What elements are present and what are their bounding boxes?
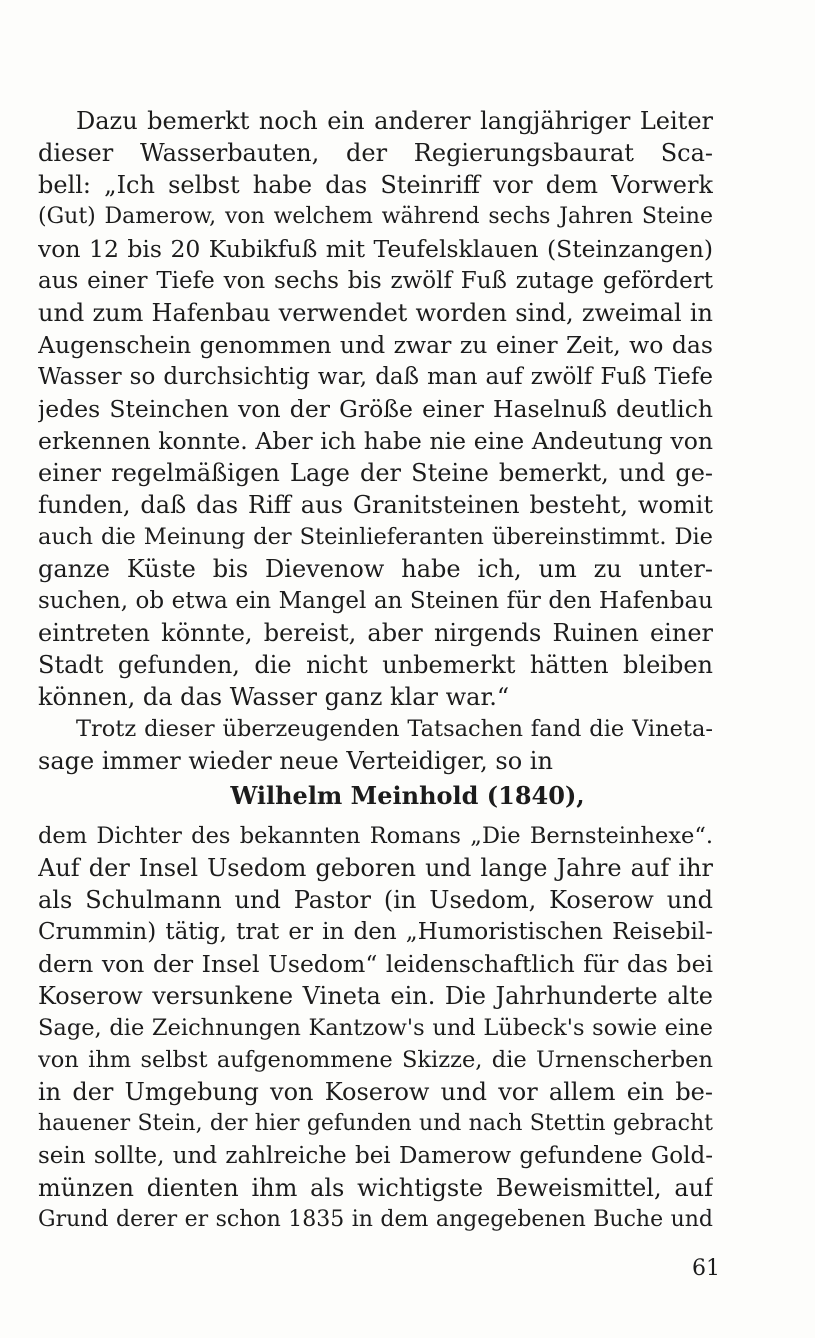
text-line: hauener Stein, der hier gefunden und nach Stettin gebracht <box>38 1111 713 1136</box>
text-line: funden, daß das Riff aus Granitsteinen besteht, womit <box>38 491 713 519</box>
text-line: in der Umgebung von Koserow und vor allem ein be- <box>38 1078 713 1106</box>
text-line: bell: „Ich selbst habe das Steinriff vor dem Vorwerk <box>38 171 713 199</box>
text-line: Augenschein genommen und zwar zu einer Zeit, wo das <box>38 331 713 359</box>
text-line: Grund derer er schon 1835 in dem angegebenen Buche und <box>38 1207 713 1232</box>
text-line: können, da das Wasser ganz klar war.“ <box>38 683 510 711</box>
text-line: Wasser so durchsichtig war, daß man auf zwölf Fuß Tiefe <box>38 364 713 390</box>
text-line: jedes Steinchen von der Größe einer Haselnuß deutlich <box>38 395 713 423</box>
text-line: Stadt gefunden, die nicht unbemerkt hätten bleiben <box>38 651 713 679</box>
text-line: als Schulmann und Pastor (in Usedom, Koserow und <box>38 886 713 914</box>
text-line: Dazu bemerkt noch ein anderer langjähriger Leiter <box>76 107 713 135</box>
text-line: Crummin) tätig, trat er in den „Humoristischen Reisebil- <box>38 919 713 945</box>
text-line: münzen dienten ihm als wichtigste Beweismittel, auf <box>38 1174 713 1202</box>
text-line: ganze Küste bis Dievenow habe ich, um zu unter- <box>38 555 713 583</box>
page-number: 61 <box>692 1256 720 1281</box>
text-line: dem Dichter des bekannten Romans „Die Bernsteinhexe“. <box>38 823 713 849</box>
text-line: Trotz dieser überzeugenden Tatsachen fand die Vineta- <box>76 716 713 742</box>
text-line: dern von der Insel Usedom“ leidenschaftlich für das bei <box>38 950 713 978</box>
text-line: von ihm selbst aufgenommene Skizze, die Urnenscherben <box>38 1047 713 1073</box>
text-line: auch die Meinung der Steinlieferanten übereinstimmt. Die <box>38 524 713 550</box>
text-line: suchen, ob etwa ein Mangel an Steinen für den Hafenbau <box>38 588 713 614</box>
section-heading: Wilhelm Meinhold (1840), <box>230 781 585 810</box>
text-line: dieser Wasserbauten, der Regierungsbaurat Sca- <box>38 139 713 167</box>
text-line: von 12 bis 20 Kubikfuß mit Teufelsklauen (Steinzangen) <box>38 235 713 263</box>
text-line: Sage, die Zeichnungen Kantzow's und Lübeck's sowie eine <box>38 1015 713 1041</box>
text-line: (Gut) Damerow, von welchem während sechs Jahren Steine <box>38 204 713 229</box>
text-line: sein sollte, und zahlreiche bei Damerow gefundene Gold- <box>38 1143 713 1169</box>
text-line: Auf der Insel Usedom geboren und lange Jahre auf ihr <box>38 854 713 882</box>
text-line: und zum Hafenbau verwendet worden sind, zweimal in <box>38 299 713 327</box>
text-line: Koserow versunkene Vineta ein. Die Jahrhunderte alte <box>38 982 713 1010</box>
text-line: sage immer wieder neue Verteidiger, so in <box>38 747 553 775</box>
text-line: aus einer Tiefe von sechs bis zwölf Fuß zutage gefördert <box>38 268 713 294</box>
text-line: eintreten könnte, bereist, aber nirgends Ruinen einer <box>38 619 713 647</box>
text-line: einer regelmäßigen Lage der Steine bemerkt, und ge- <box>38 459 713 487</box>
text-line: erkennen konnte. Aber ich habe nie eine Andeutung von <box>38 427 713 455</box>
